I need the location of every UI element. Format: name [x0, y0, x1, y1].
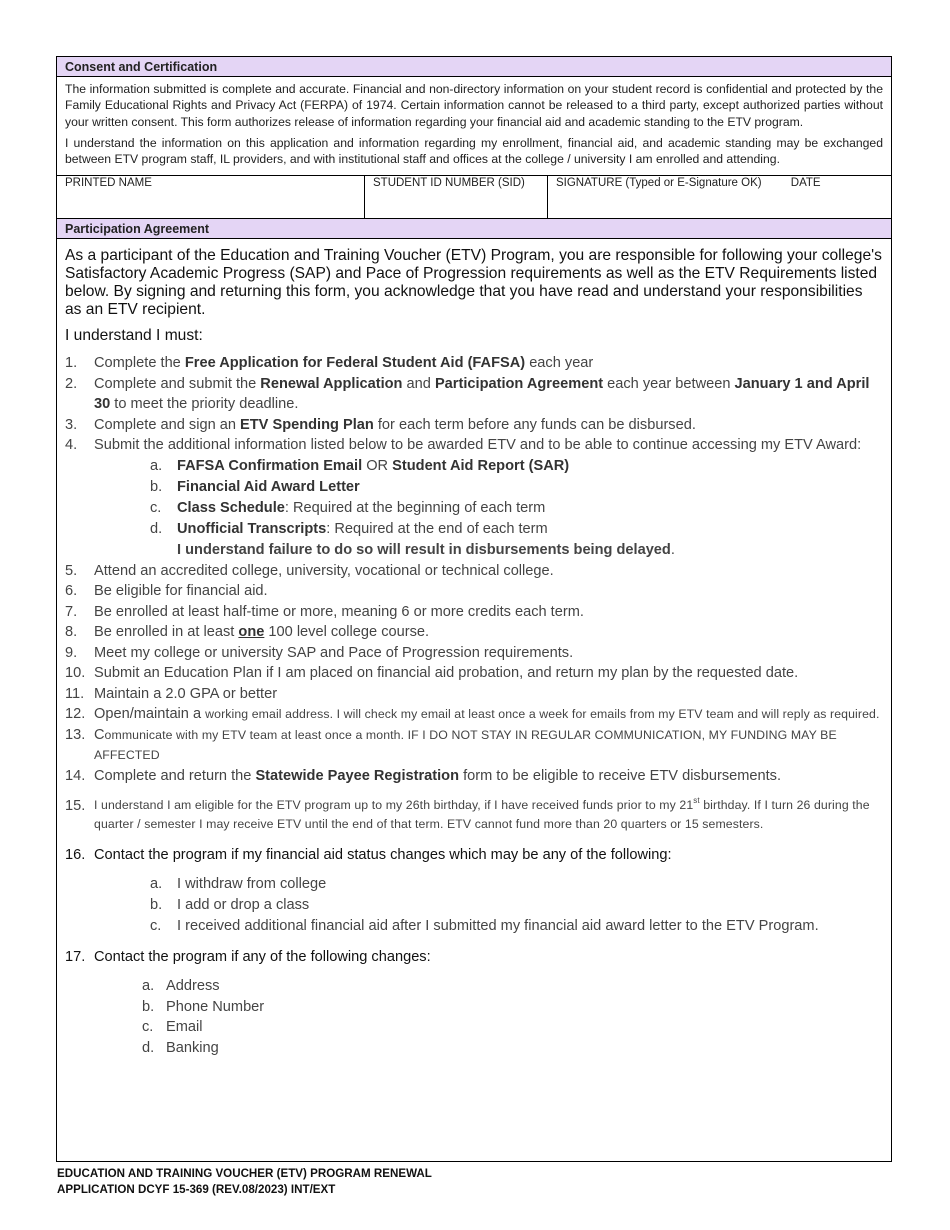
- student-id-field[interactable]: [364, 176, 547, 218]
- footer-line-1: EDUCATION AND TRAINING VOUCHER (ETV) PROGRAM RENEWAL: [57, 1167, 432, 1180]
- signature-row: [57, 175, 891, 219]
- sub-item: c. I received additional financial aid after I submitted my financial aid award letter to the ETV Program.: [150, 917, 819, 934]
- list-item: 5. Attend an accredited college, university, vocational or technical college.: [65, 562, 554, 579]
- list-item: 17. Contact the program if any of the following changes:: [65, 948, 431, 965]
- list-item: 7. Be enrolled at least half-time or more, meaning 6 or more credits each term.: [65, 603, 584, 620]
- list-item: 16. Contact the program if my financial aid status changes which may be any of the following:: [65, 847, 672, 864]
- sub-item: a. I withdraw from college: [150, 875, 327, 892]
- sub-item: b. Financial Aid Award Letter: [150, 478, 360, 495]
- student-id-label: STUDENT ID NUMBER (SID): [373, 177, 525, 190]
- consent-paragraph-1: The information submitted is complete and accurate. Financial and non-directory information on your student record is confidential and protected by the Family Educational Rights and Privacy Act (FERPA) of 1974. Certain information cannot be released to a third party, except authorized parties without your written consent. This form authorizes release of information regarding your financial aid and academic standing to the ETV program.: [65, 82, 883, 129]
- signature-field[interactable]: [547, 176, 891, 218]
- list-item: 13. Communicate with my ETV team at least once a month. IF I DO NOT STAY IN REGULAR COMMUNICATION, MY FUNDING MAY BE AFFECTED: [65, 726, 837, 763]
- printed-name-field[interactable]: [57, 176, 364, 218]
- consent-heading: Consent and Certification: [57, 57, 891, 77]
- signature-label: SIGNATURE (Typed or E-Signature OK): [556, 177, 762, 190]
- sub-item: d. Banking: [142, 1039, 219, 1056]
- sub-item: a. FAFSA Confirmation Email OR Student Aid Report (SAR): [150, 457, 570, 474]
- sub-item: c. Class Schedule: Required at the beginning of each term: [150, 499, 546, 516]
- requirements-list: [57, 353, 891, 1058]
- footer-line-2: APPLICATION DCYF 15-369 (REV.08/2023) INT/EXT: [57, 1182, 336, 1196]
- consent-paragraph-2: I understand the information on this application and information regarding my enrollment, financial aid, and academic standing may be exchanged between ETV program staff, IL providers, and with institutional staff and offices at the college / university I am enrolled and attending.: [65, 135, 883, 167]
- sub-item: d. Unofficial Transcripts: Required at the end of each term: [150, 520, 548, 537]
- list-item: 6. Be eligible for financial aid.: [65, 583, 268, 600]
- understand-line: I understand I must:: [65, 327, 203, 345]
- list-item: 1. Complete the Free Application for Federal Student Aid (FAFSA) each year: [65, 355, 594, 372]
- form-footer: [57, 1166, 432, 1197]
- sub-item: c. Email: [142, 1019, 203, 1036]
- list-item: 4. Submit the additional information listed below to be awarded ETV and to be able to continue accessing my ETV Award:: [65, 437, 862, 454]
- list-item: 15. I understand I am eligible for the ETV program up to my 26th birthday, if I have received funds prior to my 21st birthday. If I turn 26 during the quarter / semester I may receive ETV until the end of that term. ETV cannot fund more than 20 quarters or 15 semesters.: [65, 796, 870, 831]
- list-item: 9. Meet my college or university SAP and Pace of Progression requirements.: [65, 644, 574, 661]
- list-item: 14. Complete and return the Statewide Payee Registration form to be eligible to receive ETV disbursements.: [65, 767, 782, 784]
- list-item: 11. Maintain a 2.0 GPA or better: [65, 685, 278, 702]
- participation-intro: [57, 239, 891, 345]
- list-item: 2. Complete and submit the Renewal Application and Participation Agreement each year between January 1 and April 30 to meet the priority deadline.: [65, 375, 870, 413]
- sub-item: b. I add or drop a class: [150, 896, 310, 913]
- printed-name-label: PRINTED NAME: [65, 177, 152, 190]
- intro-paragraph: As a participant of the Education and Training Voucher (ETV) Program, you are responsible for following your college's Satisfactory Academic Progress (SAP) and Pace of Progression requirements as well as the ETV Requirements listed below. By signing and returning this form, you acknowledge that you have read and understand your responsibilities as an ETV recipient.: [65, 247, 882, 319]
- list-item: 3. Complete and sign an ETV Spending Plan for each term before any funds can be disbursed.: [65, 416, 696, 433]
- list-item: 8. Be enrolled in at least one 100 level college course.: [65, 624, 430, 641]
- list-item: 12. Open/maintain a working email address. I will check my email at least once a week for emails from my ETV team and will reply as required.: [65, 706, 880, 723]
- sub-item: a. Address: [142, 978, 220, 995]
- delay-warning: I understand failure to do so will result in disbursements being delayed.: [177, 541, 675, 558]
- sub-item: b. Phone Number: [142, 998, 265, 1015]
- consent-section: [57, 77, 891, 175]
- renewal-form: [56, 56, 892, 1162]
- participation-heading: Participation Agreement: [57, 219, 891, 239]
- date-label: DATE: [790, 177, 821, 190]
- list-item: 10. Submit an Education Plan if I am placed on financial aid probation, and return my plan by the requested date.: [65, 665, 799, 682]
